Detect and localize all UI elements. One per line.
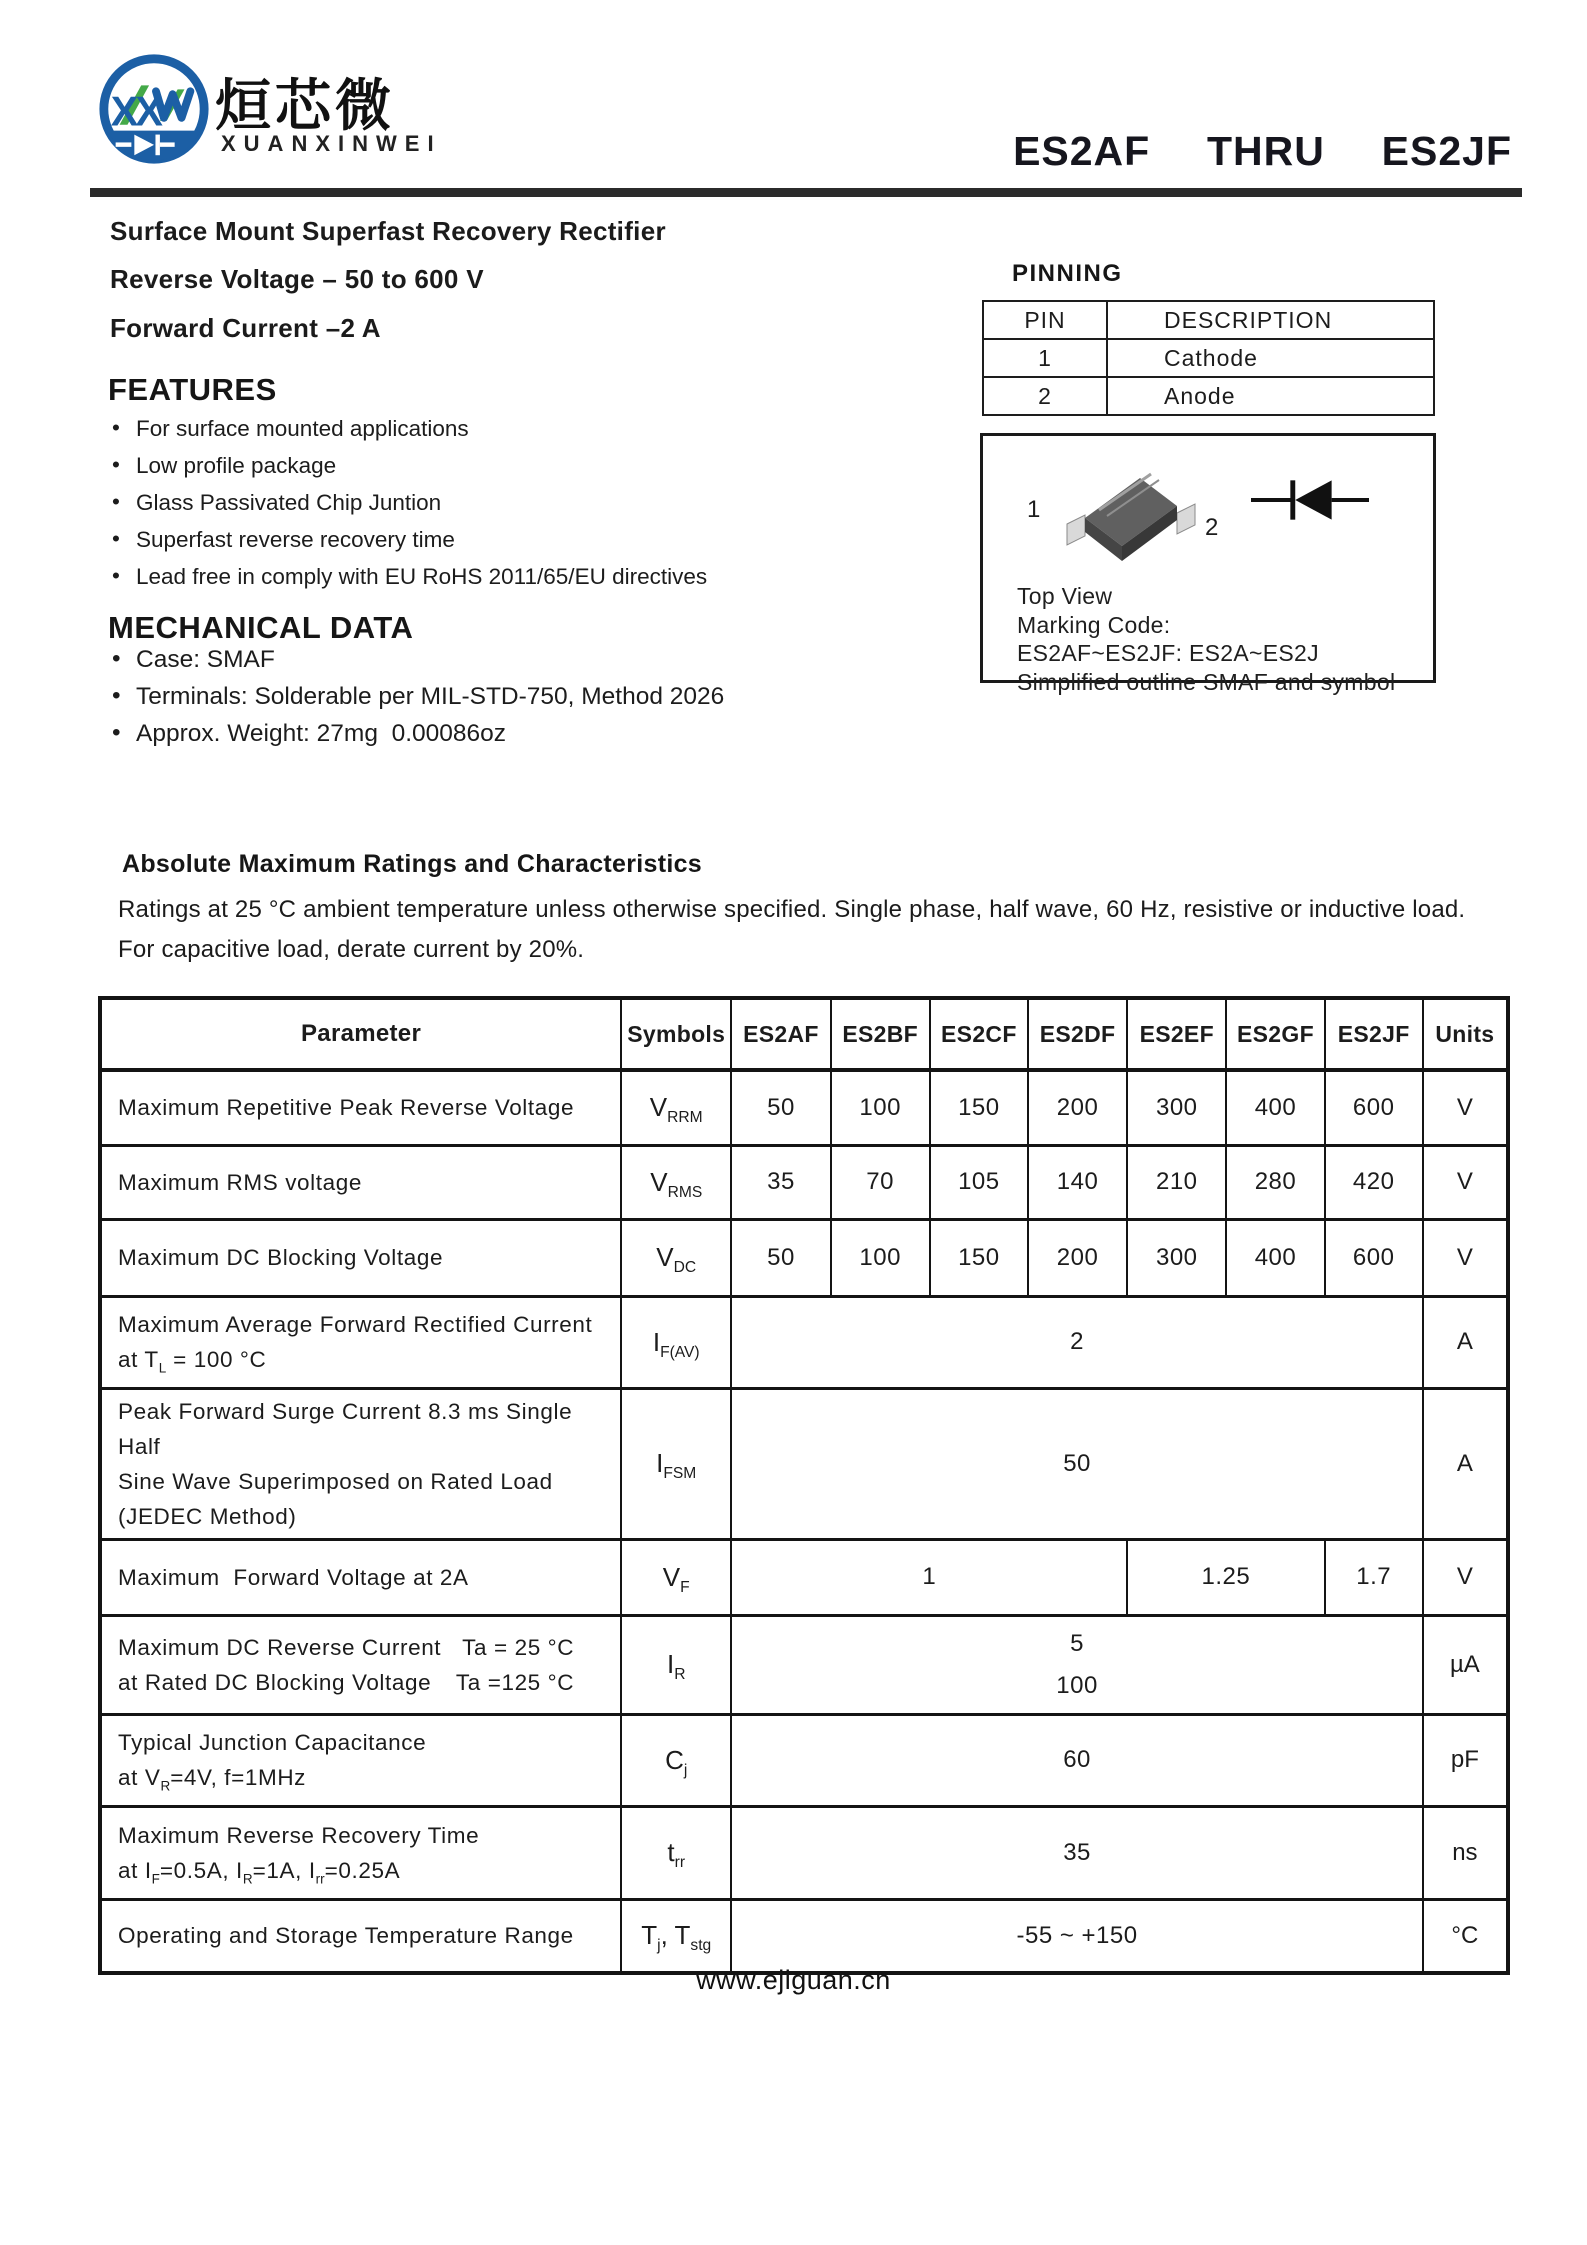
mechanical-item: • Case: SMAF (110, 646, 724, 674)
col-es2df: ES2DF (1028, 998, 1127, 1070)
features-list (110, 416, 707, 601)
unit-cell: µA (1423, 1615, 1508, 1714)
parameter-line (118, 1630, 608, 1665)
value-cell: 100 (831, 1070, 930, 1145)
parameter-cell: Maximum Forward Voltage at 2A (100, 1539, 621, 1615)
table-row-temp (100, 1899, 1508, 1973)
table-row-cj (100, 1714, 1508, 1806)
col-es2af: ES2AF (731, 998, 830, 1070)
parameter-line: at $T_L = 100$ °C (118, 1347, 267, 1376)
value-cell: 280 (1226, 1145, 1324, 1219)
caption-line: Marking Code: (1017, 611, 1171, 638)
caption-line: ES2AF~ES2JF: ES2A~ES2J (1017, 640, 1319, 666)
value-cell: 210 (1127, 1145, 1226, 1219)
pinning-heading: PINNING (1012, 260, 1123, 287)
parameter-cell (100, 1296, 621, 1388)
symbol-cell: $T_j$, $T_{stg}$ (621, 1899, 731, 1973)
parameter-line: Maximum Average Forward Rectified Current (118, 1312, 593, 1337)
ratings-table (98, 996, 1510, 1975)
caption-line: Simplified outline SMAF and symbol (1017, 668, 1396, 695)
parameter-cell: Maximum RMS voltage (100, 1145, 621, 1219)
ratings-heading: Absolute Maximum Ratings and Characteristics (122, 850, 703, 878)
company-name-chinese: 烜芯微 (215, 74, 395, 137)
value-cell: 300 (1127, 1219, 1226, 1296)
value-cell: 150 (930, 1219, 1028, 1296)
parameter-cell: Maximum DC Blocking Voltage (100, 1219, 621, 1296)
parameter-line (118, 1665, 608, 1700)
value-cell: 420 (1325, 1145, 1423, 1219)
value-cell: 1.25 (1127, 1539, 1324, 1615)
value-125c: 100 (1056, 1671, 1098, 1699)
parameter-cell (100, 1714, 621, 1806)
unit-cell: A (1423, 1388, 1508, 1539)
feature-item: • Glass Passivated Chip Juntion (110, 490, 707, 516)
col-es2ef: ES2EF (1127, 998, 1226, 1070)
unit-cell: V (1423, 1219, 1508, 1296)
table-row-vf (100, 1539, 1508, 1615)
value-cell: 50 (731, 1070, 830, 1145)
feature-item: • Lead free in comply with EU RoHS 2011/65/EU directives (110, 564, 707, 590)
value-cell (731, 1615, 1422, 1714)
pin-description: Anode (1107, 377, 1434, 415)
pinning-header-row (983, 301, 1434, 339)
value-cell: 1 (731, 1539, 1127, 1615)
pin-description: Cathode (1107, 339, 1434, 377)
intro-line-2: Reverse Voltage – 50 to 600 V (110, 264, 484, 294)
parameter-line: (JEDEC Method) (118, 1503, 297, 1529)
value-cell: 400 (1226, 1219, 1324, 1296)
unit-cell: pF (1423, 1714, 1508, 1806)
value-cell: 2 (731, 1296, 1422, 1388)
company-logo-icon (95, 50, 213, 168)
value-cell: 200 (1028, 1070, 1127, 1145)
symbol-cell: $t_{rr}$ (621, 1806, 731, 1899)
value-cell: 50 (731, 1219, 830, 1296)
col-es2bf: ES2BF (831, 998, 930, 1070)
pin-number: 1 (983, 339, 1107, 377)
parameter-cell: Maximum Repetitive Peak Reverse Voltage (100, 1070, 621, 1145)
col-es2gf: ES2GF (1226, 998, 1324, 1070)
mechanical-item: • Terminals: Solderable per MIL-STD-750, Method 2026 (110, 683, 724, 711)
col-parameter: Parameter (100, 998, 621, 1070)
pin-number: 2 (983, 377, 1107, 415)
package-caption (1017, 582, 1395, 696)
diode-symbol-icon (1251, 474, 1369, 526)
table-row-ifsm (100, 1388, 1508, 1539)
page-title: ES2AF THRU ES2JF (1013, 128, 1512, 174)
unit-cell: V (1423, 1539, 1508, 1615)
table-row (983, 339, 1434, 377)
symbol-cell: $C_j$ (621, 1714, 731, 1806)
value-cell: 35 (731, 1145, 830, 1219)
value-cell: 60 (731, 1714, 1422, 1806)
parameter-cell (100, 1388, 621, 1539)
value-cell: 200 (1028, 1219, 1127, 1296)
header-divider (90, 188, 1522, 197)
value-cell: 50 (731, 1388, 1422, 1539)
features-heading: FEATURES (108, 372, 277, 407)
parameter-text: at Rated DC Blocking Voltage (118, 1669, 432, 1695)
value-cell: 105 (930, 1145, 1028, 1219)
symbol-cell: $I_{F(AV)}$ (621, 1296, 731, 1388)
mechanical-list (110, 646, 724, 757)
parameter-cell: Operating and Storage Temperature Range (100, 1899, 621, 1973)
parameter-line: at $I_F=0.5A$, $I_R=1A$, $I_{rr}=0.25A$ (118, 1857, 401, 1886)
unit-cell: A (1423, 1296, 1508, 1388)
parameter-line: Sine Wave Superimposed on Rated Load (118, 1468, 553, 1494)
value-cell: 35 (731, 1806, 1422, 1899)
footer-website-url: www.ejiguan.cn (696, 1965, 891, 1995)
ratings-note-line2: For capacitive load, derate current by 20%. (118, 936, 585, 963)
value-cell: 150 (930, 1070, 1028, 1145)
intro-line-1: Surface Mount Superfast Recovery Rectifier (110, 216, 666, 246)
logo-xx-letters: XX (110, 88, 160, 135)
pinning-col-description: DESCRIPTION (1107, 301, 1434, 339)
parameter-cell (100, 1806, 621, 1899)
table-row-ifav (100, 1296, 1508, 1388)
feature-item: • Superfast reverse recovery time (110, 527, 707, 553)
ratings-note-line1: Ratings at 25 °C ambient temperature unless otherwise specified. Single phase, half wave, 60 Hz, resistive or inductive load. (118, 896, 1466, 923)
caption-line: Top View (1017, 583, 1113, 609)
parameter-line: at $V_R=4V$, f=1MHz (118, 1765, 307, 1794)
company-name-english: XUANXINWEI (221, 131, 442, 156)
table-row-vrms (100, 1145, 1508, 1219)
symbol-cell: $I_R$ (621, 1615, 731, 1714)
condition-text: Ta =125 °C (455, 1669, 575, 1695)
pinning-col-pin: PIN (983, 301, 1107, 339)
symbol-cell: $V_{RRM}$ (621, 1070, 731, 1145)
unit-cell: V (1423, 1145, 1508, 1219)
smaf-package-drawing-icon (1055, 466, 1205, 571)
feature-item: • Low profile package (110, 453, 707, 479)
symbol-cell: $V_{DC}$ (621, 1219, 731, 1296)
value-cell: 1.7 (1325, 1539, 1423, 1615)
symbol-cell: $V_{RMS}$ (621, 1145, 731, 1219)
value-cell: 300 (1127, 1070, 1226, 1145)
package-outline-box (980, 433, 1436, 695)
value-25c: 5 (1070, 1629, 1084, 1657)
parameter-cell (100, 1615, 621, 1714)
pinning-table (982, 300, 1435, 416)
symbol-cell: $I_{FSM}$ (621, 1388, 731, 1539)
value-cell: 100 (831, 1219, 930, 1296)
col-units: Units (1423, 998, 1508, 1070)
value-cell: 400 (1226, 1070, 1324, 1145)
intro-line-3: Forward Current –2 A (110, 313, 381, 343)
unit-cell: V (1423, 1070, 1508, 1145)
parameter-line: Typical Junction Capacitance (118, 1730, 427, 1755)
value-cell: 140 (1028, 1145, 1127, 1219)
feature-item: • For surface mounted applications (110, 416, 707, 442)
mechanical-heading: MECHANICAL DATA (108, 610, 414, 645)
parameter-line: Maximum Reverse Recovery Time (118, 1822, 480, 1848)
col-symbols: Symbols (621, 998, 731, 1070)
symbol-cell: $V_F$ (621, 1539, 731, 1615)
col-es2cf: ES2CF (930, 998, 1028, 1070)
package-pin1-label: 1 (1027, 496, 1041, 523)
value-cell: 600 (1325, 1070, 1423, 1145)
table-row-vrrm (100, 1070, 1508, 1145)
col-es2jf: ES2JF (1325, 998, 1423, 1070)
mechanical-item: • Approx. Weight: 27mg 0.00086oz (110, 720, 724, 748)
value-cell: 70 (831, 1145, 930, 1219)
unit-cell: ns (1423, 1806, 1508, 1899)
value-cell: 600 (1325, 1219, 1423, 1296)
unit-cell: °C (1423, 1899, 1508, 1973)
table-row-vdc (100, 1219, 1508, 1296)
table-row (983, 377, 1434, 415)
parameter-text: Maximum DC Reverse Current (118, 1634, 442, 1660)
value-cell: -55 ~ +150 (731, 1899, 1422, 1973)
package-pin2-label: 2 (1205, 514, 1219, 541)
condition-text: Ta = 25 °C (462, 1634, 575, 1660)
ratings-header-row (100, 998, 1508, 1070)
table-row-trr (100, 1806, 1508, 1899)
parameter-line: Peak Forward Surge Current 8.3 ms Single Half (118, 1398, 580, 1459)
table-row-ir (100, 1615, 1508, 1714)
